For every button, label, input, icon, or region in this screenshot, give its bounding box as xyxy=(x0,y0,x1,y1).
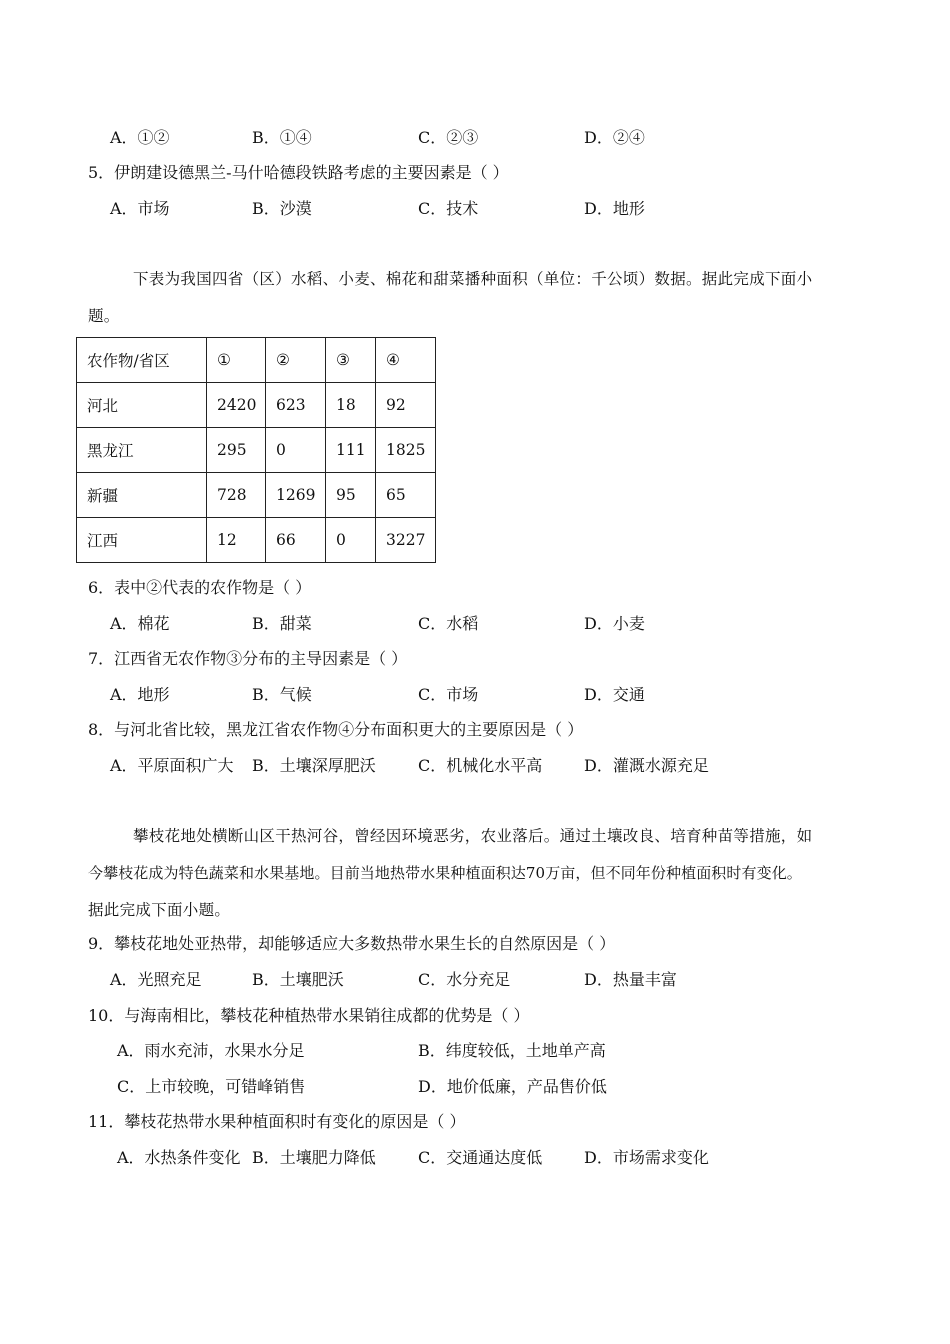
q6-option-a[interactable]: A．棉花 xyxy=(110,614,170,633)
q6-stem: 6．表中②代表的农作物是（ ） xyxy=(88,578,312,597)
passage2-line3: 据此完成下面小题。 xyxy=(88,901,231,919)
q10-option-c[interactable]: C．上市较晚，可错峰销售 xyxy=(117,1077,306,1096)
table-header-cell: ③ xyxy=(326,338,376,383)
table-header-cell: ④ xyxy=(376,338,436,383)
passage1-line2: 题。 xyxy=(88,307,120,325)
table-cell: 295 xyxy=(207,428,266,473)
table-cell: 1825 xyxy=(376,428,436,473)
crop-area-table xyxy=(76,337,436,563)
passage2-line2: 今攀枝花成为特色蔬菜和水果基地。目前当地热带水果种植面积达70万亩，但不同年份种植面积时有变化。 xyxy=(88,864,802,882)
table-cell: 3227 xyxy=(376,518,436,563)
table-header-cell: ② xyxy=(266,338,326,383)
table-cell: 12 xyxy=(207,518,266,563)
table-row xyxy=(77,383,436,428)
table-cell: 1269 xyxy=(266,473,326,518)
table-cell: 623 xyxy=(266,383,326,428)
q10-option-a[interactable]: A．雨水充沛，水果水分足 xyxy=(117,1041,305,1060)
table-cell: 95 xyxy=(326,473,376,518)
q6-option-b[interactable]: B．甜菜 xyxy=(252,614,312,633)
table-cell: 0 xyxy=(266,428,326,473)
q6-option-c[interactable]: C．水稻 xyxy=(418,614,479,633)
table-header-cell: ① xyxy=(207,338,266,383)
q9-option-d[interactable]: D．热量丰富 xyxy=(584,970,677,989)
q9-option-b[interactable]: B．土壤肥沃 xyxy=(252,970,344,989)
q8-option-c[interactable]: C．机械化水平高 xyxy=(418,756,543,775)
q10-option-d[interactable]: D．地价低廉，产品售价低 xyxy=(418,1077,607,1096)
q4-option-b[interactable]: B．①④ xyxy=(252,128,312,147)
table-row xyxy=(77,473,436,518)
q11-option-c[interactable]: C．交通通达度低 xyxy=(418,1148,543,1167)
q7-option-b[interactable]: B．气候 xyxy=(252,685,312,704)
q7-stem: 7．江西省无农作物③分布的主导因素是（ ） xyxy=(88,649,408,668)
table-cell: 66 xyxy=(266,518,326,563)
q5-option-c[interactable]: C．技术 xyxy=(418,199,479,218)
q8-option-a[interactable]: A．平原面积广大 xyxy=(110,756,234,775)
q4-option-d[interactable]: D．②④ xyxy=(584,128,645,147)
table-cell: 江西 xyxy=(77,518,207,563)
table-row xyxy=(77,428,436,473)
table-cell: 河北 xyxy=(77,383,207,428)
table-header-row xyxy=(77,338,436,383)
q7-option-d[interactable]: D．交通 xyxy=(584,685,645,704)
table-cell: 黑龙江 xyxy=(77,428,207,473)
q6-option-d[interactable]: D．小麦 xyxy=(584,614,645,633)
table-cell: 2420 xyxy=(207,383,266,428)
q11-option-a[interactable]: A．水热条件变化 xyxy=(117,1148,241,1167)
q5-option-a[interactable]: A．市场 xyxy=(110,199,170,218)
table-cell: 92 xyxy=(376,383,436,428)
table-row xyxy=(77,518,436,563)
q11-stem: 11．攀枝花热带水果种植面积时有变化的原因是（ ） xyxy=(88,1112,466,1131)
table-cell: 0 xyxy=(326,518,376,563)
q11-option-b[interactable]: B．土壤肥力降低 xyxy=(252,1148,376,1167)
q5-option-d[interactable]: D．地形 xyxy=(584,199,645,218)
table-cell: 新疆 xyxy=(77,473,207,518)
passage2-line1: 攀枝花地处横断山区干热河谷，曾经因环境恶劣，农业落后。通过土壤改良、培育种苗等措施，如 xyxy=(133,827,813,845)
table-cell: 65 xyxy=(376,473,436,518)
q9-stem: 9．攀枝花地处亚热带，却能够适应大多数热带水果生长的自然原因是（ ） xyxy=(88,934,616,953)
q8-option-d[interactable]: D．灌溉水源充足 xyxy=(584,756,709,775)
q10-stem: 10．与海南相比，攀枝花种植热带水果销往成都的优势是（ ） xyxy=(88,1006,530,1025)
q9-option-c[interactable]: C．水分充足 xyxy=(418,970,511,989)
q7-option-c[interactable]: C．市场 xyxy=(418,685,479,704)
q4-option-a[interactable]: A．①② xyxy=(110,128,170,147)
q8-option-b[interactable]: B．土壤深厚肥沃 xyxy=(252,756,376,775)
table-cell: 111 xyxy=(326,428,376,473)
q8-stem: 8．与河北省比较，黑龙江省农作物④分布面积更大的主要原因是（ ） xyxy=(88,720,584,739)
q5-stem: 5．伊朗建设德黑兰-马什哈德段铁路考虑的主要因素是（ ） xyxy=(88,163,509,182)
table-header-cell: 农作物/省区 xyxy=(77,338,207,383)
q7-option-a[interactable]: A．地形 xyxy=(110,685,170,704)
passage1-line1: 下表为我国四省（区）水稻、小麦、棉花和甜菜播种面积（单位：千公顷）数据。据此完成下面小 xyxy=(133,270,813,288)
q10-option-b[interactable]: B．纬度较低，土地单产高 xyxy=(418,1041,606,1060)
q11-option-d[interactable]: D．市场需求变化 xyxy=(584,1148,709,1167)
q5-option-b[interactable]: B．沙漠 xyxy=(252,199,312,218)
table-cell: 728 xyxy=(207,473,266,518)
table-cell: 18 xyxy=(326,383,376,428)
q4-option-c[interactable]: C．②③ xyxy=(418,128,479,147)
q9-option-a[interactable]: A．光照充足 xyxy=(110,970,202,989)
